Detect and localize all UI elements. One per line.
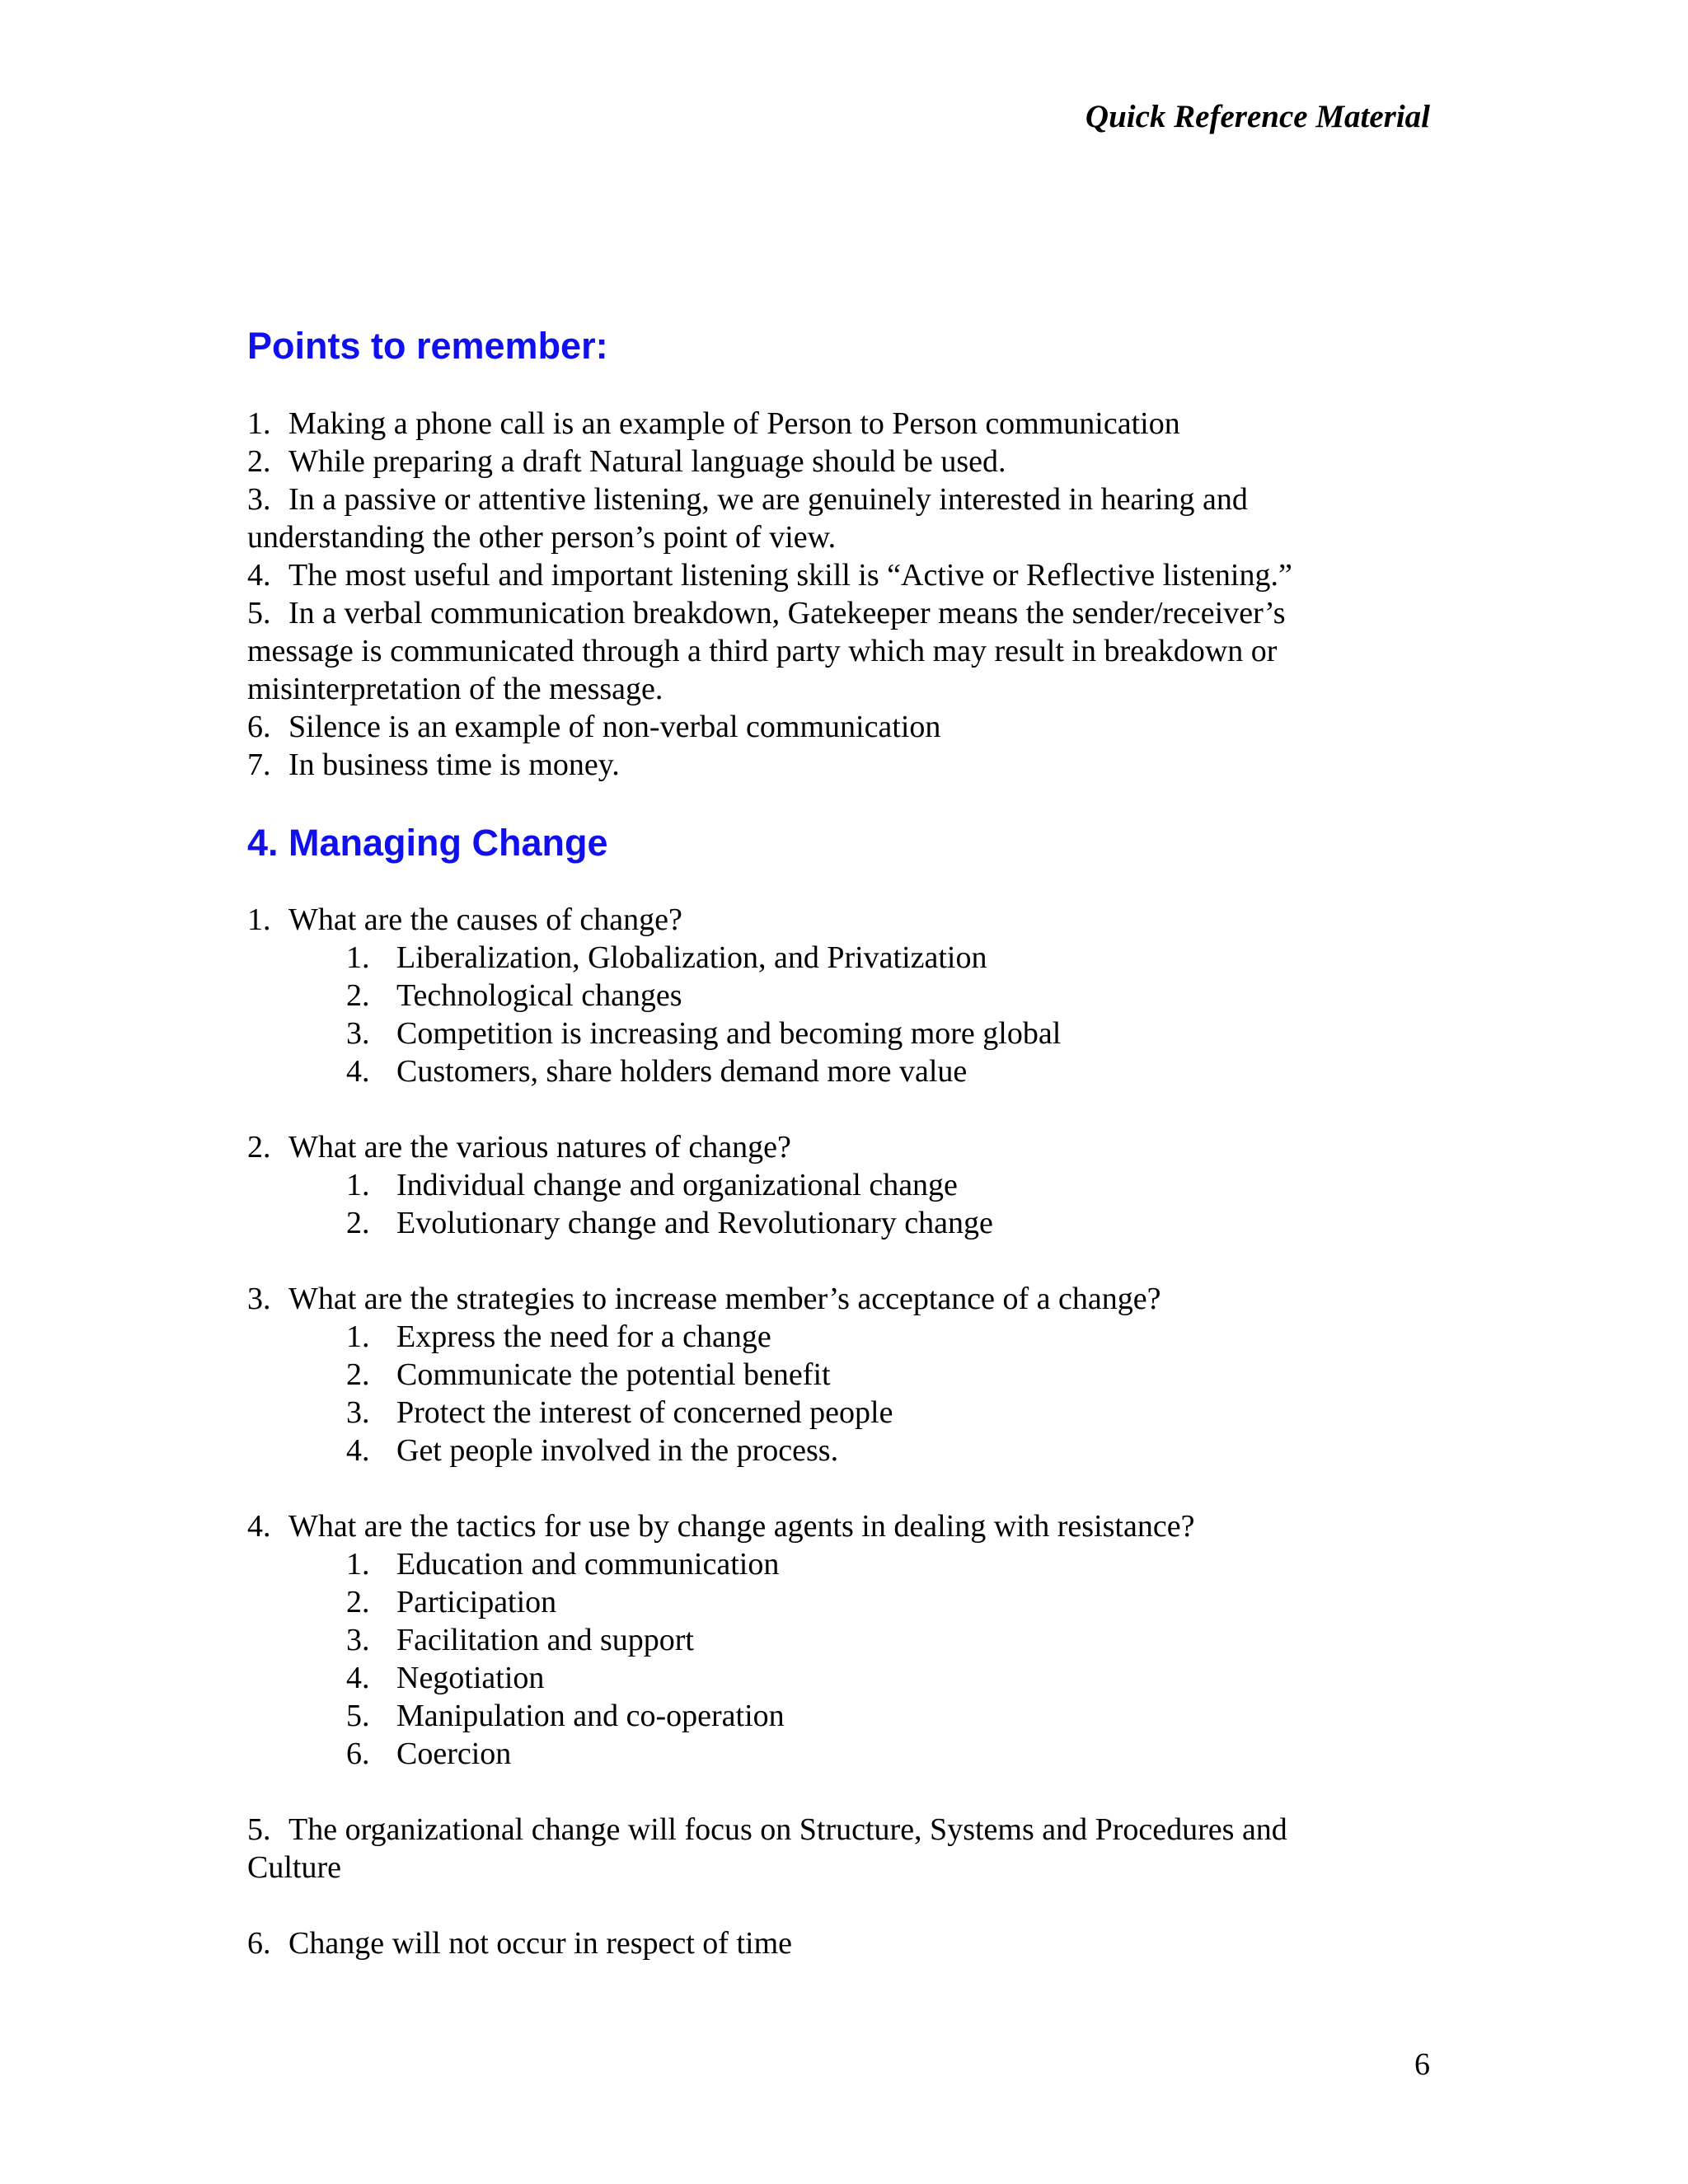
question-item: 5. The organizational change will focus on Structure, Systems and Procedures and xyxy=(247,1812,1287,1847)
sub-item: 1. Liberalization, Globalization, and Privatization xyxy=(346,940,987,975)
list-item: 3. In a passive or attentive listening, we are genuinely interested in hearing and xyxy=(247,482,1248,517)
list-item: 6. Silence is an example of non-verbal communication xyxy=(247,710,941,744)
questions-list xyxy=(247,901,1442,1962)
sub-item: 2. Communicate the potential benefit xyxy=(346,1357,831,1392)
question-item: 1. What are the causes of change? xyxy=(247,902,682,937)
sub-item: 5. Manipulation and co-operation xyxy=(346,1699,785,1733)
sub-item: 3. Protect the interest of concerned people xyxy=(346,1395,893,1430)
sub-item: 2. Evolutionary change and Revolutionary change xyxy=(346,1206,993,1240)
sub-item: 1. Education and communication xyxy=(346,1547,780,1582)
sub-item: 4. Customers, share holders demand more value xyxy=(346,1054,968,1089)
list-item: 1. Making a phone call is an example of Person to Person communication xyxy=(247,406,1180,441)
question-item: 3. What are the strategies to increase member’s acceptance of a change? xyxy=(247,1282,1161,1316)
question-item: 2. What are the various natures of change? xyxy=(247,1130,791,1165)
question-item: 6. Change will not occur in respect of time xyxy=(247,1926,792,1961)
list-item: 2. While preparing a draft Natural language should be used. xyxy=(247,444,1006,479)
list-item-continuation: misinterpretation of the message. xyxy=(247,672,663,706)
points-list xyxy=(247,405,1442,784)
page-number: 6 xyxy=(1414,2047,1430,2082)
points-to-remember-heading: Points to remember: xyxy=(247,325,608,367)
list-item: 4. The most useful and important listening skill is “Active or Reflective listening.” xyxy=(247,558,1292,593)
page-content xyxy=(247,323,1442,1962)
sub-item: 3. Competition is increasing and becoming more global xyxy=(346,1016,1062,1051)
sub-item: 3. Facilitation and support xyxy=(346,1623,694,1657)
sub-item: 4. Get people involved in the process. xyxy=(346,1433,839,1468)
question-item: 4. What are the tactics for use by change agents in dealing with resistance? xyxy=(247,1509,1195,1544)
sub-item: 1. Individual change and organizational change xyxy=(346,1168,958,1202)
list-item: 5. In a verbal communication breakdown, Gatekeeper means the sender/receiver’s xyxy=(247,596,1286,630)
list-item: 7. In business time is money. xyxy=(247,748,620,782)
sub-item: 6. Coercion xyxy=(346,1736,512,1771)
managing-change-heading: 4. Managing Change xyxy=(247,822,608,864)
running-header: Quick Reference Material xyxy=(1085,99,1430,134)
sub-item: 1. Express the need for a change xyxy=(346,1319,771,1354)
sub-item: 4. Negotiation xyxy=(346,1661,545,1695)
list-item-continuation: message is communicated through a third party which may result in breakdown or xyxy=(247,634,1278,668)
sub-item: 2. Participation xyxy=(346,1585,557,1619)
question-item-continuation: Culture xyxy=(247,1850,341,1885)
list-item-continuation: understanding the other person’s point of view. xyxy=(247,520,837,555)
sub-item: 2. Technological changes xyxy=(346,978,682,1013)
